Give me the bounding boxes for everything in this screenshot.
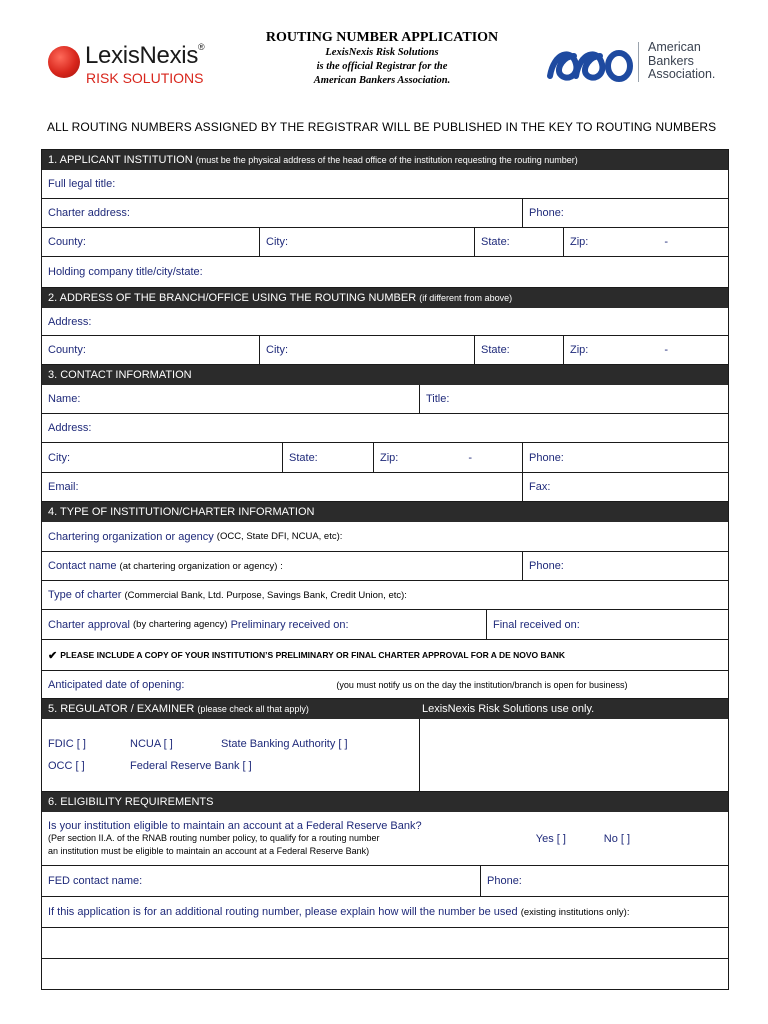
type-of-charter-note: (Commercial Bank, Ltd. Purpose, Savings Bank, Credit Union, etc):	[124, 589, 407, 601]
fed-contact-label: FED contact name:	[48, 875, 143, 887]
s1-city-field[interactable]	[259, 228, 474, 256]
aba-mark-icon	[546, 42, 634, 84]
s1-zip-label: Zip:	[570, 236, 589, 248]
title-block	[230, 30, 534, 88]
section-3-title: 3. CONTACT INFORMATION	[48, 369, 192, 381]
office-use-label: LexisNexis Risk Solutions use only.	[422, 703, 595, 715]
aba-line-2: Bankers	[648, 53, 694, 68]
occ-checkbox[interactable]: OCC [ ]	[48, 760, 85, 772]
eligibility-answers	[524, 812, 728, 865]
frb-checkbox[interactable]: Federal Reserve Bank [ ]	[130, 760, 252, 772]
charter-approval-note: (by chartering agency)	[133, 619, 228, 630]
charter-contact-name-field[interactable]	[42, 552, 522, 580]
subtitle-line-3: American Bankers Association.	[313, 75, 451, 86]
contact-phone-label: Phone:	[529, 451, 564, 464]
section-1-header	[42, 150, 728, 170]
charter-contact-name-note: (at chartering organization or agency) :	[119, 560, 283, 572]
contact-fax-label: Fax:	[529, 481, 551, 493]
full-legal-title-field[interactable]	[42, 170, 728, 198]
additional-number-field[interactable]	[42, 897, 728, 927]
s1-state-field[interactable]	[474, 228, 563, 256]
s2-county-label: County:	[48, 344, 86, 356]
holding-company-field[interactable]	[42, 257, 728, 287]
charter-copy-note	[42, 640, 728, 670]
additional-number-label: If this application is for an additional routing number, please explain how will the number be used	[48, 906, 518, 918]
charter-approval-label: Charter approval	[48, 618, 130, 631]
anticipated-opening-label: Anticipated date of opening:	[48, 678, 185, 691]
eligibility-question	[42, 812, 524, 865]
contact-address-label: Address:	[48, 422, 92, 434]
yes-checkbox[interactable]: Yes [ ]	[535, 832, 566, 845]
checkmark-icon: ✔	[48, 649, 58, 662]
ncua-checkbox[interactable]: NCUA [ ]	[130, 738, 173, 750]
type-of-charter-label: Type of charter	[48, 589, 122, 601]
aba-separator	[638, 42, 639, 82]
chartering-org-note: (OCC, State DFI, NCUA, etc):	[216, 531, 343, 542]
contact-email-label: Email:	[48, 481, 79, 493]
section-2-title: 2. ADDRESS OF THE BRANCH/OFFICE USING THE ROUTING NUMBER	[48, 292, 417, 304]
s2-state-field[interactable]	[474, 336, 563, 364]
final-received-field[interactable]	[486, 610, 728, 639]
contact-zip-dash: -	[468, 451, 472, 464]
section-5-title: 5. REGULATOR / EXAMINER	[48, 703, 195, 715]
contact-address-field[interactable]	[42, 414, 728, 442]
s1-phone-field[interactable]	[522, 199, 728, 227]
lexisnexis-globe-icon	[48, 46, 80, 78]
chartering-org-label: Chartering organization or agency	[48, 530, 214, 543]
section-4-title: 4. TYPE OF INSTITUTION/CHARTER INFORMATION	[48, 506, 315, 518]
eligibility-sub-1: (Per section II.A. of the RNAB routing number policy, to qualify for a routing number	[48, 832, 380, 843]
full-legal-title-label: Full legal title:	[48, 178, 116, 190]
explanation-line-2[interactable]	[42, 959, 728, 989]
contact-title-label: Title:	[426, 393, 450, 405]
charter-copy-note-text: PLEASE INCLUDE A COPY OF YOUR INSTITUTION’S PRELIMINARY OR FINAL CHARTER APPROVAL FOR A DE NOVO BANK	[60, 650, 566, 660]
contact-zip-field[interactable]	[373, 443, 522, 472]
contact-state-field[interactable]	[282, 443, 373, 472]
eligibility-sub-2: an institution must be eligible to maintain an account at a Federal Reserve Bank)	[48, 845, 370, 856]
final-received-label: Final received on:	[493, 618, 580, 631]
contact-zip-label: Zip:	[380, 451, 399, 464]
charter-contact-name-label: Contact name	[48, 560, 117, 572]
fed-phone-label: Phone:	[487, 875, 522, 887]
no-checkbox[interactable]: No [ ]	[603, 832, 631, 845]
section-4-header	[42, 501, 728, 522]
s1-zip-field[interactable]	[563, 228, 728, 256]
s2-zip-field[interactable]	[563, 336, 728, 364]
s2-state-label: State:	[481, 344, 510, 356]
s1-zip-dash: -	[664, 236, 668, 248]
anticipated-opening-field[interactable]	[42, 671, 728, 698]
section-5-note: (please check all that apply)	[197, 704, 309, 714]
chartering-org-field[interactable]	[42, 522, 728, 551]
charter-address-label: Charter address:	[48, 207, 130, 219]
application-form	[41, 149, 729, 990]
state-banking-checkbox[interactable]: State Banking Authority [ ]	[221, 738, 348, 750]
page-title: ROUTING NUMBER APPLICATION	[265, 30, 499, 45]
additional-number-note: (existing institutions only):	[520, 906, 630, 918]
contact-city-field[interactable]	[42, 443, 282, 472]
explanation-line-1[interactable]	[42, 928, 728, 958]
section-1-note: (must be the physical address of the head office of the institution requesting the routing number)	[195, 155, 578, 165]
section-6-header	[42, 791, 728, 812]
section-2-header	[42, 287, 728, 308]
s2-city-field[interactable]	[259, 336, 474, 364]
charter-phone-field[interactable]	[522, 552, 728, 580]
s1-city-label: City:	[266, 236, 288, 248]
contact-city-label: City:	[48, 451, 70, 464]
contact-phone-field[interactable]	[522, 443, 728, 472]
registered-mark: ®	[198, 42, 205, 52]
preliminary-received-label: Preliminary received on:	[230, 618, 349, 631]
section-5-header	[42, 698, 728, 719]
eligibility-question-text: Is your institution eligible to maintain an account at a Federal Reserve Bank?	[48, 819, 422, 832]
charter-phone-label: Phone:	[529, 560, 564, 572]
contact-state-label: State:	[289, 451, 318, 464]
anticipated-opening-note: (you must notify us on the day the institution/branch is open for business)	[336, 679, 628, 690]
aba-line-1: American	[648, 40, 701, 54]
section-3-header	[42, 364, 728, 385]
s2-address-field[interactable]	[42, 308, 728, 335]
s2-zip-label: Zip:	[570, 344, 589, 356]
s1-state-label: State:	[481, 236, 510, 248]
contact-name-field[interactable]	[42, 385, 419, 413]
contact-fax-field[interactable]	[522, 473, 728, 501]
preliminary-received-field[interactable]	[42, 610, 486, 639]
lexisnexis-name: LexisNexis	[85, 42, 199, 69]
regulator-checkboxes	[42, 719, 419, 791]
type-of-charter-field[interactable]	[42, 581, 728, 609]
subtitle-line-2: is the official Registrar for the	[316, 61, 448, 72]
office-use-box	[419, 719, 728, 791]
section-6-title: 6. ELIGIBILITY REQUIREMENTS	[48, 796, 214, 808]
lexisnexis-tagline: RISK SOLUTIONS	[86, 70, 204, 86]
contact-email-field[interactable]	[42, 473, 522, 501]
section-2-note: (if different from above)	[419, 293, 513, 303]
lexisnexis-logo	[46, 40, 216, 90]
fdic-checkbox[interactable]: FDIC [ ]	[48, 738, 86, 750]
aba-line-3: Association.	[648, 67, 716, 81]
s1-county-field[interactable]	[42, 228, 259, 256]
s1-phone-label: Phone:	[529, 207, 564, 219]
charter-address-field[interactable]	[42, 199, 522, 227]
s2-zip-dash: -	[664, 344, 668, 356]
section-1-title: 1. APPLICANT INSTITUTION	[48, 154, 193, 166]
subtitle-line-1: LexisNexis Risk Solutions	[325, 47, 439, 58]
publish-notice: ALL ROUTING NUMBERS ASSIGNED BY THE REGISTRAR WILL BE PUBLISHED IN THE KEY TO ROUTING NUMBERS	[47, 120, 717, 134]
holding-company-label: Holding company title/city/state:	[48, 266, 203, 278]
fed-phone-field[interactable]	[480, 866, 728, 896]
contact-title-field[interactable]	[419, 385, 728, 413]
s2-address-label: Address:	[48, 315, 92, 328]
fed-contact-field[interactable]	[42, 866, 480, 896]
s2-county-field[interactable]	[42, 336, 259, 364]
s2-city-label: City:	[266, 344, 288, 356]
s1-county-label: County:	[48, 236, 86, 248]
aba-logo	[546, 40, 736, 86]
contact-name-label: Name:	[48, 393, 81, 405]
